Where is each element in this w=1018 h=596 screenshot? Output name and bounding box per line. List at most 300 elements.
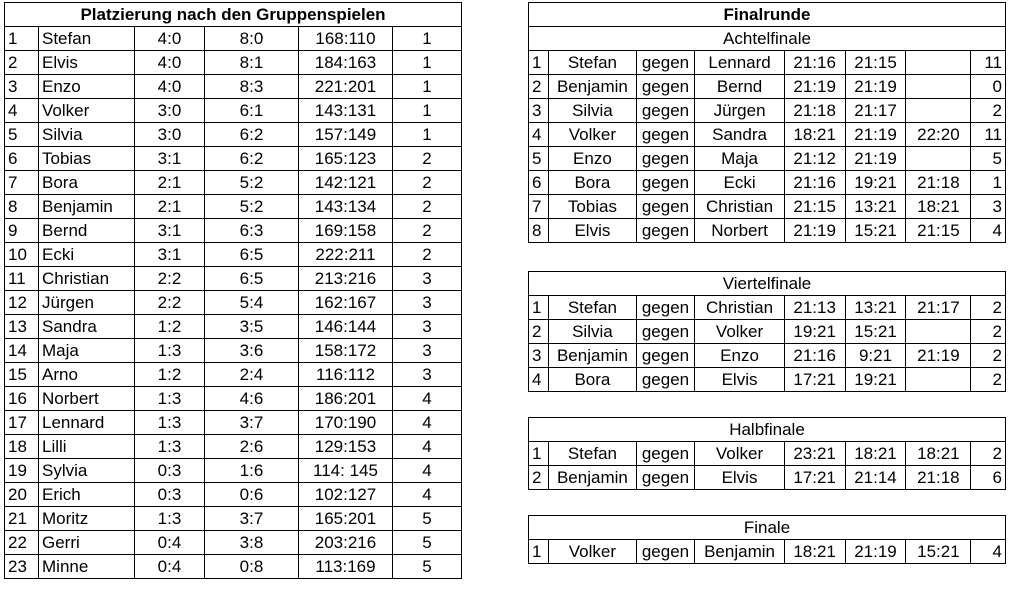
table-row xyxy=(529,171,1006,195)
vs-cell: gegen xyxy=(636,368,695,392)
points-cell: 143:131 xyxy=(299,99,393,123)
set3-cell: 22:20 xyxy=(906,123,971,147)
table-row xyxy=(5,27,462,51)
match-number-cell: 3 xyxy=(529,344,549,368)
rank-cell: 23 xyxy=(5,555,39,579)
set3-cell: 21:17 xyxy=(906,296,971,320)
group-cell: 2 xyxy=(393,147,462,171)
match-number-cell: 1 xyxy=(529,540,549,564)
name-cell: Minne xyxy=(39,555,135,579)
points-cell: 221:201 xyxy=(299,75,393,99)
player2-cell: Bernd xyxy=(695,75,784,99)
points-cell: 165:201 xyxy=(299,507,393,531)
vs-cell: gegen xyxy=(636,320,695,344)
group-cell: 2 xyxy=(393,195,462,219)
set2-cell: 21:19 xyxy=(845,540,906,564)
set3-cell: 15:21 xyxy=(906,540,971,564)
points-cell: 170:190 xyxy=(299,411,393,435)
player2-cell: Elvis xyxy=(695,466,784,490)
sets-cell: 6:2 xyxy=(205,123,299,147)
sets-cell: 6:3 xyxy=(205,219,299,243)
group-cell: 2 xyxy=(393,219,462,243)
name-cell: Ecki xyxy=(39,243,135,267)
table-row xyxy=(529,368,1006,392)
set1-cell: 19:21 xyxy=(784,320,845,344)
group-cell: 5 xyxy=(393,531,462,555)
match-number-cell: 2 xyxy=(529,466,549,490)
name-cell: Sandra xyxy=(39,315,135,339)
set1-cell: 18:21 xyxy=(784,123,845,147)
match-number-cell: 2 xyxy=(529,320,549,344)
table-row xyxy=(529,296,1006,320)
table-row xyxy=(5,459,462,483)
sets-cell: 3:8 xyxy=(205,531,299,555)
games-cell: 2:2 xyxy=(135,291,205,315)
set1-cell: 21:16 xyxy=(784,171,845,195)
points-cell: 129:153 xyxy=(299,435,393,459)
table-row xyxy=(5,531,462,555)
match-number-cell: 1 xyxy=(529,296,549,320)
set2-cell: 15:21 xyxy=(845,219,906,243)
table-row xyxy=(529,195,1006,219)
player2-cell: Christian xyxy=(695,195,784,219)
table-row xyxy=(529,219,1006,243)
table-row xyxy=(529,99,1006,123)
match-number-cell: 4 xyxy=(529,123,549,147)
points-cell: 169:158 xyxy=(299,219,393,243)
result-cell: 4 xyxy=(971,540,1006,564)
points-cell: 168:110 xyxy=(299,27,393,51)
set2-cell: 21:19 xyxy=(845,123,906,147)
games-cell: 4:0 xyxy=(135,75,205,99)
set1-cell: 21:15 xyxy=(784,195,845,219)
viertelfinale-title: Viertelfinale xyxy=(529,272,1006,296)
player1-cell: Bora xyxy=(549,368,636,392)
vs-cell: gegen xyxy=(636,540,695,564)
finale-title: Finale xyxy=(529,516,1006,540)
player1-cell: Elvis xyxy=(549,219,636,243)
set2-cell: 13:21 xyxy=(845,195,906,219)
match-number-cell: 4 xyxy=(529,368,549,392)
player1-cell: Volker xyxy=(549,540,636,564)
games-cell: 2:2 xyxy=(135,267,205,291)
group-cell: 3 xyxy=(393,315,462,339)
set1-cell: 21:12 xyxy=(784,147,845,171)
sets-cell: 6:2 xyxy=(205,147,299,171)
player2-cell: Norbert xyxy=(695,219,784,243)
sets-cell: 5:2 xyxy=(205,195,299,219)
result-cell: 1 xyxy=(971,171,1006,195)
set3-cell: 21:18 xyxy=(906,171,971,195)
name-cell: Volker xyxy=(39,99,135,123)
games-cell: 3:1 xyxy=(135,147,205,171)
name-cell: Benjamin xyxy=(39,195,135,219)
group-cell: 4 xyxy=(393,435,462,459)
table-row xyxy=(5,507,462,531)
set2-cell: 9:21 xyxy=(845,344,906,368)
group-cell: 1 xyxy=(393,27,462,51)
vs-cell: gegen xyxy=(636,344,695,368)
name-cell: Sylvia xyxy=(39,459,135,483)
set2-cell: 21:17 xyxy=(845,99,906,123)
points-cell: 158:172 xyxy=(299,339,393,363)
group-cell: 3 xyxy=(393,339,462,363)
sets-cell: 8:1 xyxy=(205,51,299,75)
games-cell: 3:1 xyxy=(135,243,205,267)
games-cell: 1:2 xyxy=(135,315,205,339)
set3-cell xyxy=(906,99,971,123)
player1-cell: Benjamin xyxy=(549,344,636,368)
points-cell: 143:134 xyxy=(299,195,393,219)
rank-cell: 12 xyxy=(5,291,39,315)
result-cell: 6 xyxy=(971,466,1006,490)
table-row xyxy=(5,339,462,363)
sets-cell: 0:8 xyxy=(205,555,299,579)
halbfinale-title: Halbfinale xyxy=(529,418,1006,442)
set1-cell: 21:19 xyxy=(784,219,845,243)
player2-cell: Ecki xyxy=(695,171,784,195)
table-row xyxy=(5,387,462,411)
match-number-cell: 5 xyxy=(529,147,549,171)
table-row xyxy=(5,123,462,147)
name-cell: Tobias xyxy=(39,147,135,171)
games-cell: 0:3 xyxy=(135,459,205,483)
name-cell: Elvis xyxy=(39,51,135,75)
viertelfinale-header-row xyxy=(529,272,1006,296)
rank-cell: 2 xyxy=(5,51,39,75)
name-cell: Christian xyxy=(39,267,135,291)
games-cell: 1:3 xyxy=(135,411,205,435)
games-cell: 0:4 xyxy=(135,555,205,579)
games-cell: 3:1 xyxy=(135,219,205,243)
finale-table xyxy=(528,515,1006,564)
set1-cell: 18:21 xyxy=(784,540,845,564)
finale-header-row xyxy=(529,516,1006,540)
sets-cell: 8:0 xyxy=(205,27,299,51)
sets-cell: 3:5 xyxy=(205,315,299,339)
set2-cell: 21:19 xyxy=(845,147,906,171)
table-row xyxy=(5,243,462,267)
group-cell: 4 xyxy=(393,483,462,507)
sets-cell: 3:7 xyxy=(205,411,299,435)
table-row xyxy=(5,411,462,435)
set3-cell: 18:21 xyxy=(906,195,971,219)
player1-cell: Stefan xyxy=(549,442,636,466)
games-cell: 1:3 xyxy=(135,339,205,363)
set3-cell xyxy=(906,51,971,75)
placement-table xyxy=(4,2,462,579)
set3-cell: 18:21 xyxy=(906,442,971,466)
table-row xyxy=(5,435,462,459)
player2-cell: Volker xyxy=(695,442,784,466)
group-cell: 4 xyxy=(393,411,462,435)
match-number-cell: 1 xyxy=(529,442,549,466)
games-cell: 1:3 xyxy=(135,387,205,411)
player1-cell: Benjamin xyxy=(549,75,636,99)
games-cell: 0:4 xyxy=(135,531,205,555)
sets-cell: 3:6 xyxy=(205,339,299,363)
points-cell: 186:201 xyxy=(299,387,393,411)
result-cell: 2 xyxy=(971,320,1006,344)
rank-cell: 18 xyxy=(5,435,39,459)
table-row xyxy=(5,267,462,291)
name-cell: Bernd xyxy=(39,219,135,243)
set3-cell: 21:15 xyxy=(906,219,971,243)
player1-cell: Stefan xyxy=(549,296,636,320)
rank-cell: 11 xyxy=(5,267,39,291)
result-cell: 2 xyxy=(971,368,1006,392)
set1-cell: 21:13 xyxy=(784,296,845,320)
vs-cell: gegen xyxy=(636,442,695,466)
rank-cell: 6 xyxy=(5,147,39,171)
points-cell: 102:127 xyxy=(299,483,393,507)
name-cell: Maja xyxy=(39,339,135,363)
table-row xyxy=(529,75,1006,99)
sets-cell: 3:7 xyxy=(205,507,299,531)
table-row xyxy=(5,363,462,387)
rank-cell: 22 xyxy=(5,531,39,555)
name-cell: Jürgen xyxy=(39,291,135,315)
set2-cell: 19:21 xyxy=(845,368,906,392)
player1-cell: Silvia xyxy=(549,320,636,344)
vs-cell: gegen xyxy=(636,99,695,123)
table-row xyxy=(529,51,1006,75)
points-cell: 142:121 xyxy=(299,171,393,195)
group-cell: 3 xyxy=(393,267,462,291)
games-cell: 1:2 xyxy=(135,363,205,387)
player2-cell: Lennard xyxy=(695,51,784,75)
vs-cell: gegen xyxy=(636,219,695,243)
table-row xyxy=(529,540,1006,564)
table-row xyxy=(529,344,1006,368)
table-row xyxy=(529,320,1006,344)
vs-cell: gegen xyxy=(636,147,695,171)
group-cell: 2 xyxy=(393,243,462,267)
sets-cell: 4:6 xyxy=(205,387,299,411)
name-cell: Silvia xyxy=(39,123,135,147)
games-cell: 3:0 xyxy=(135,123,205,147)
player1-cell: Silvia xyxy=(549,99,636,123)
table-row xyxy=(5,171,462,195)
set2-cell: 13:21 xyxy=(845,296,906,320)
vs-cell: gegen xyxy=(636,75,695,99)
games-cell: 1:3 xyxy=(135,435,205,459)
player2-cell: Elvis xyxy=(695,368,784,392)
result-cell: 4 xyxy=(971,219,1006,243)
group-cell: 5 xyxy=(393,507,462,531)
finalrunde-title: Finalrunde xyxy=(529,3,1006,27)
result-cell: 2 xyxy=(971,344,1006,368)
set3-cell: 21:19 xyxy=(906,344,971,368)
points-cell: 157:149 xyxy=(299,123,393,147)
rank-cell: 21 xyxy=(5,507,39,531)
viertelfinale-table xyxy=(528,271,1006,392)
points-cell: 222:211 xyxy=(299,243,393,267)
name-cell: Moritz xyxy=(39,507,135,531)
player1-cell: Enzo xyxy=(549,147,636,171)
set3-cell: 21:18 xyxy=(906,466,971,490)
rank-cell: 5 xyxy=(5,123,39,147)
group-cell: 4 xyxy=(393,459,462,483)
rank-cell: 1 xyxy=(5,27,39,51)
rank-cell: 8 xyxy=(5,195,39,219)
rank-cell: 3 xyxy=(5,75,39,99)
table-row xyxy=(5,555,462,579)
rank-cell: 17 xyxy=(5,411,39,435)
group-cell: 5 xyxy=(393,555,462,579)
result-cell: 0 xyxy=(971,75,1006,99)
table-row xyxy=(5,483,462,507)
result-cell: 5 xyxy=(971,147,1006,171)
name-cell: Lilli xyxy=(39,435,135,459)
games-cell: 2:1 xyxy=(135,195,205,219)
name-cell: Stefan xyxy=(39,27,135,51)
set1-cell: 21:16 xyxy=(784,344,845,368)
vs-cell: gegen xyxy=(636,296,695,320)
table-row xyxy=(5,51,462,75)
table-row xyxy=(5,147,462,171)
group-cell: 3 xyxy=(393,363,462,387)
player1-cell: Benjamin xyxy=(549,466,636,490)
name-cell: Bora xyxy=(39,171,135,195)
sets-cell: 6:1 xyxy=(205,99,299,123)
rank-cell: 9 xyxy=(5,219,39,243)
table-row xyxy=(5,315,462,339)
games-cell: 3:0 xyxy=(135,99,205,123)
player2-cell: Jürgen xyxy=(695,99,784,123)
placement-header-row xyxy=(5,3,462,27)
games-cell: 4:0 xyxy=(135,51,205,75)
result-cell: 2 xyxy=(971,99,1006,123)
halbfinale-table xyxy=(528,417,1006,490)
table-row xyxy=(529,123,1006,147)
set2-cell: 18:21 xyxy=(845,442,906,466)
vs-cell: gegen xyxy=(636,171,695,195)
group-cell: 1 xyxy=(393,123,462,147)
set3-cell xyxy=(906,320,971,344)
sets-cell: 2:6 xyxy=(205,435,299,459)
points-cell: 116:112 xyxy=(299,363,393,387)
player1-cell: Tobias xyxy=(549,195,636,219)
rank-cell: 14 xyxy=(5,339,39,363)
result-cell: 11 xyxy=(971,123,1006,147)
name-cell: Norbert xyxy=(39,387,135,411)
points-cell: 114: 145 xyxy=(299,459,393,483)
points-cell: 162:167 xyxy=(299,291,393,315)
games-cell: 1:3 xyxy=(135,507,205,531)
set1-cell: 21:19 xyxy=(784,75,845,99)
set3-cell xyxy=(906,147,971,171)
player1-cell: Volker xyxy=(549,123,636,147)
table-row xyxy=(529,442,1006,466)
group-cell: 1 xyxy=(393,51,462,75)
result-cell: 2 xyxy=(971,442,1006,466)
set3-cell xyxy=(906,75,971,99)
vs-cell: gegen xyxy=(636,195,695,219)
name-cell: Arno xyxy=(39,363,135,387)
table-row xyxy=(529,466,1006,490)
group-cell: 3 xyxy=(393,291,462,315)
table-row xyxy=(5,291,462,315)
rank-cell: 13 xyxy=(5,315,39,339)
sets-cell: 5:2 xyxy=(205,171,299,195)
table-row xyxy=(5,195,462,219)
group-cell: 4 xyxy=(393,387,462,411)
games-cell: 4:0 xyxy=(135,27,205,51)
rank-cell: 16 xyxy=(5,387,39,411)
sets-cell: 1:6 xyxy=(205,459,299,483)
table-row xyxy=(5,219,462,243)
placement-title: Platzierung nach den Gruppenspielen xyxy=(5,3,462,27)
points-cell: 146:144 xyxy=(299,315,393,339)
games-cell: 0:3 xyxy=(135,483,205,507)
match-number-cell: 8 xyxy=(529,219,549,243)
result-cell: 11 xyxy=(971,51,1006,75)
name-cell: Erich xyxy=(39,483,135,507)
finalrunde-header-row xyxy=(529,3,1006,27)
set2-cell: 21:15 xyxy=(845,51,906,75)
player2-cell: Christian xyxy=(695,296,784,320)
points-cell: 113:169 xyxy=(299,555,393,579)
set1-cell: 21:18 xyxy=(784,99,845,123)
name-cell: Gerri xyxy=(39,531,135,555)
achtelfinale-title: Achtelfinale xyxy=(529,27,1006,51)
rank-cell: 7 xyxy=(5,171,39,195)
vs-cell: gegen xyxy=(636,51,695,75)
set1-cell: 17:21 xyxy=(784,368,845,392)
player1-cell: Bora xyxy=(549,171,636,195)
sets-cell: 8:3 xyxy=(205,75,299,99)
points-cell: 165:123 xyxy=(299,147,393,171)
achtelfinale-header-row xyxy=(529,27,1006,51)
name-cell: Lennard xyxy=(39,411,135,435)
result-cell: 2 xyxy=(971,296,1006,320)
player2-cell: Sandra xyxy=(695,123,784,147)
group-cell: 1 xyxy=(393,99,462,123)
rank-cell: 15 xyxy=(5,363,39,387)
name-cell: Enzo xyxy=(39,75,135,99)
table-row xyxy=(529,147,1006,171)
set2-cell: 21:14 xyxy=(845,466,906,490)
sets-cell: 2:4 xyxy=(205,363,299,387)
points-cell: 213:216 xyxy=(299,267,393,291)
points-cell: 203:216 xyxy=(299,531,393,555)
match-number-cell: 6 xyxy=(529,171,549,195)
group-cell: 1 xyxy=(393,75,462,99)
set2-cell: 21:19 xyxy=(845,75,906,99)
sets-cell: 5:4 xyxy=(205,291,299,315)
result-cell: 3 xyxy=(971,195,1006,219)
table-row xyxy=(5,99,462,123)
rank-cell: 10 xyxy=(5,243,39,267)
rank-cell: 19 xyxy=(5,459,39,483)
player2-cell: Benjamin xyxy=(695,540,784,564)
player1-cell: Stefan xyxy=(549,51,636,75)
group-cell: 2 xyxy=(393,171,462,195)
vs-cell: gegen xyxy=(636,466,695,490)
halbfinale-header-row xyxy=(529,418,1006,442)
sets-cell: 6:5 xyxy=(205,267,299,291)
player2-cell: Maja xyxy=(695,147,784,171)
vs-cell: gegen xyxy=(636,123,695,147)
set3-cell xyxy=(906,368,971,392)
games-cell: 2:1 xyxy=(135,171,205,195)
set2-cell: 15:21 xyxy=(845,320,906,344)
match-number-cell: 1 xyxy=(529,51,549,75)
match-number-cell: 3 xyxy=(529,99,549,123)
points-cell: 184:163 xyxy=(299,51,393,75)
achtelfinale-table xyxy=(528,2,1006,243)
